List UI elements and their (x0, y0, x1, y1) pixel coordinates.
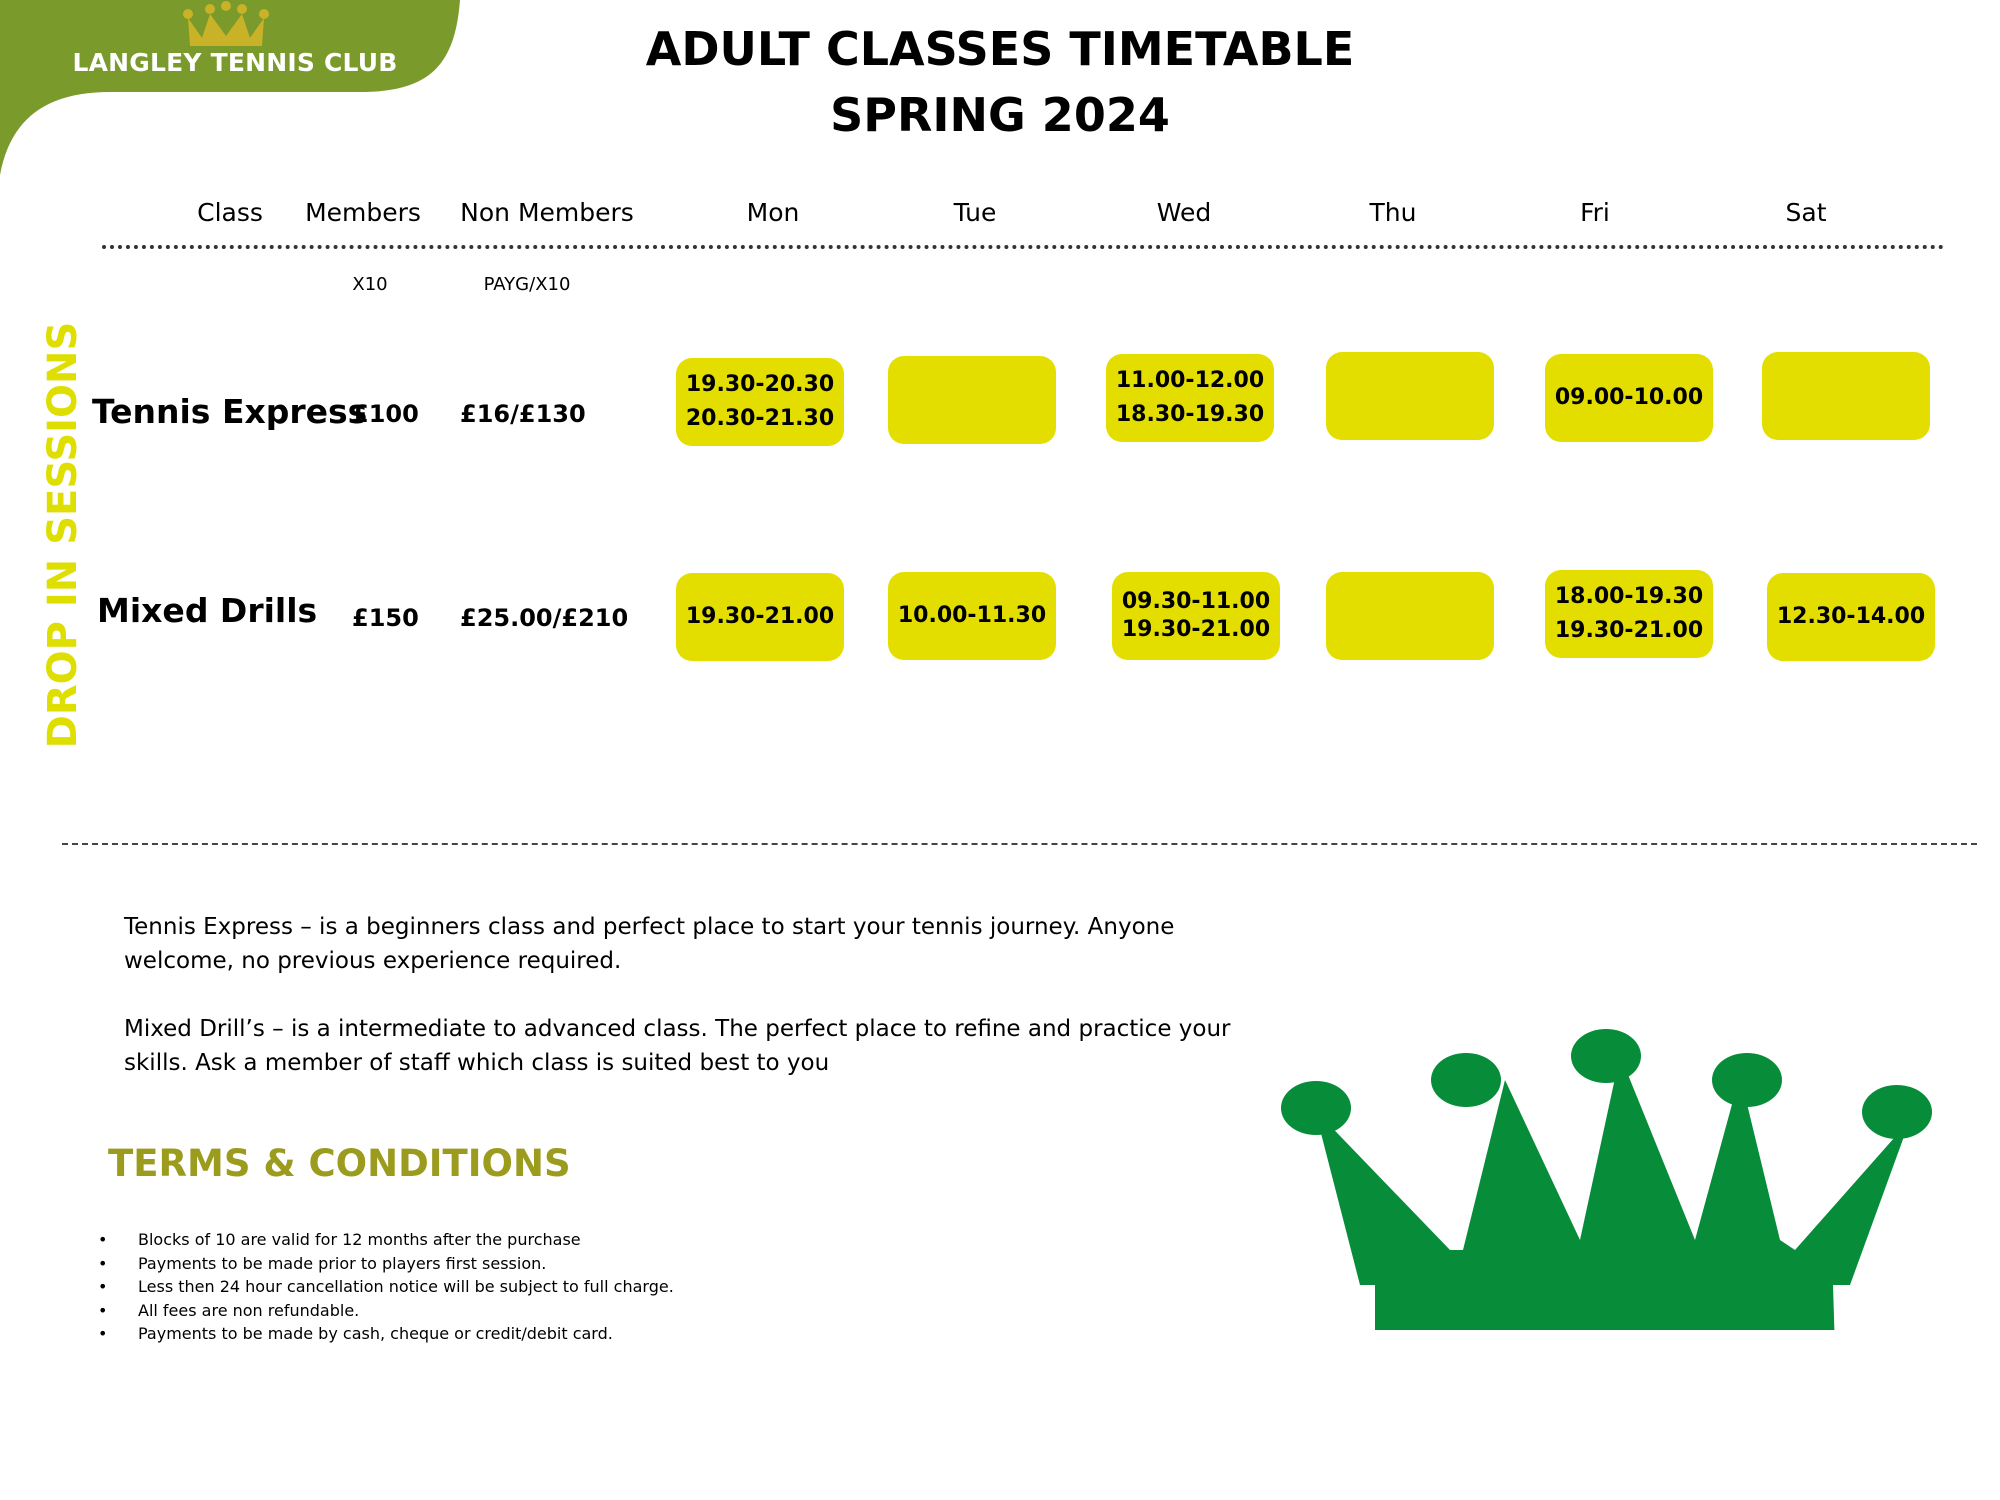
non-members-price-tennis-express: £16/£130 (460, 400, 586, 428)
terms-item: • Payments to be made by cash, cheque or credit/debit card. (96, 1322, 674, 1346)
session-cell-mixed-drills-tue (888, 572, 1056, 660)
session-time: 10.00-11.30 (897, 603, 1047, 628)
description-mixed-drills: Mixed Drill’s – is a intermediate to advanced class. The perfect place to refine and practice your skills. Ask a member of staff which class is suited best to you (124, 1016, 1231, 1076)
session-cell-mixed-drills-fri (1545, 570, 1713, 658)
session-time: 12.30-14.00 (1776, 604, 1926, 629)
terms-title: TERMS & CONDITIONS (108, 1142, 571, 1185)
subheader-non-members: PAYG/X10 (483, 274, 571, 295)
session-cell-tennis-express-thu (1326, 352, 1494, 440)
terms-item: • Payments to be made prior to players first session. (96, 1252, 674, 1276)
session-time: 19.30-21.00 (685, 604, 835, 629)
header-day-wed: Wed (1156, 198, 1212, 227)
session-cell-tennis-express-tue (888, 356, 1056, 444)
non-members-price-mixed-drills: £25.00/£210 (460, 604, 629, 632)
header-non-members: Non Members (460, 198, 634, 227)
session-cell-tennis-express-sat (1762, 352, 1930, 440)
club-name: LANGLEY TENNIS CLUB (72, 48, 398, 77)
header-day-mon: Mon (746, 198, 800, 227)
session-cell-mixed-drills-wed (1112, 572, 1280, 660)
members-price-mixed-drills: £150 (352, 604, 419, 632)
terms-item: • Blocks of 10 are valid for 12 months after the purchase (96, 1228, 674, 1252)
header-day-fri: Fri (1580, 198, 1610, 227)
session-time: 20.30-21.30 (685, 406, 835, 431)
session-time: 19.30-21.00 (1554, 618, 1704, 643)
page-title: ADULT CLASSES TIMETABLE (645, 22, 1355, 76)
session-cell-tennis-express-mon (676, 358, 844, 446)
session-cell-mixed-drills-mon (676, 573, 844, 661)
section-divider (62, 843, 1977, 845)
session-time: 18.30-19.30 (1115, 402, 1265, 427)
class-name-mixed-drills: Mixed Drills (97, 591, 318, 630)
page-subtitle: SPRING 2024 (830, 88, 1170, 142)
session-time: 18.00-19.30 (1554, 584, 1704, 609)
subheader-members: X10 (352, 274, 388, 295)
session-time: 11.00-12.00 (1115, 368, 1265, 393)
session-time: 19.30-21.00 (1121, 617, 1271, 642)
session-time: 09.00-10.00 (1554, 385, 1704, 410)
class-name-tennis-express: Tennis Express (92, 392, 368, 431)
header-day-thu: Thu (1369, 198, 1417, 227)
header-day-tue: Tue (953, 198, 997, 227)
drop-in-sessions-label: DROP IN SESSIONS (40, 321, 86, 749)
header-divider (102, 245, 1945, 249)
session-time: 19.30-20.30 (685, 372, 835, 397)
header-members: Members (305, 198, 421, 227)
terms-item: • Less then 24 hour cancellation notice will be subject to full charge. (96, 1275, 674, 1299)
session-cell-tennis-express-fri (1545, 354, 1713, 442)
session-time: 09.30-11.00 (1121, 589, 1271, 614)
members-price-tennis-express: £100 (352, 400, 419, 428)
header-day-sat: Sat (1785, 198, 1827, 227)
terms-list (96, 1228, 674, 1346)
description-tennis-express: Tennis Express – is a beginners class and perfect place to start your tennis journey. Anyone welcome, no previous experience required. (124, 914, 1175, 974)
session-cell-mixed-drills-sat (1767, 573, 1935, 661)
crown-icon (1280, 1020, 1940, 1330)
session-cell-mixed-drills-thu (1326, 572, 1494, 660)
terms-item: • All fees are non refundable. (96, 1299, 674, 1323)
crown-icon (180, 0, 272, 48)
header-class: Class (197, 198, 263, 227)
session-cell-tennis-express-wed (1106, 354, 1274, 442)
